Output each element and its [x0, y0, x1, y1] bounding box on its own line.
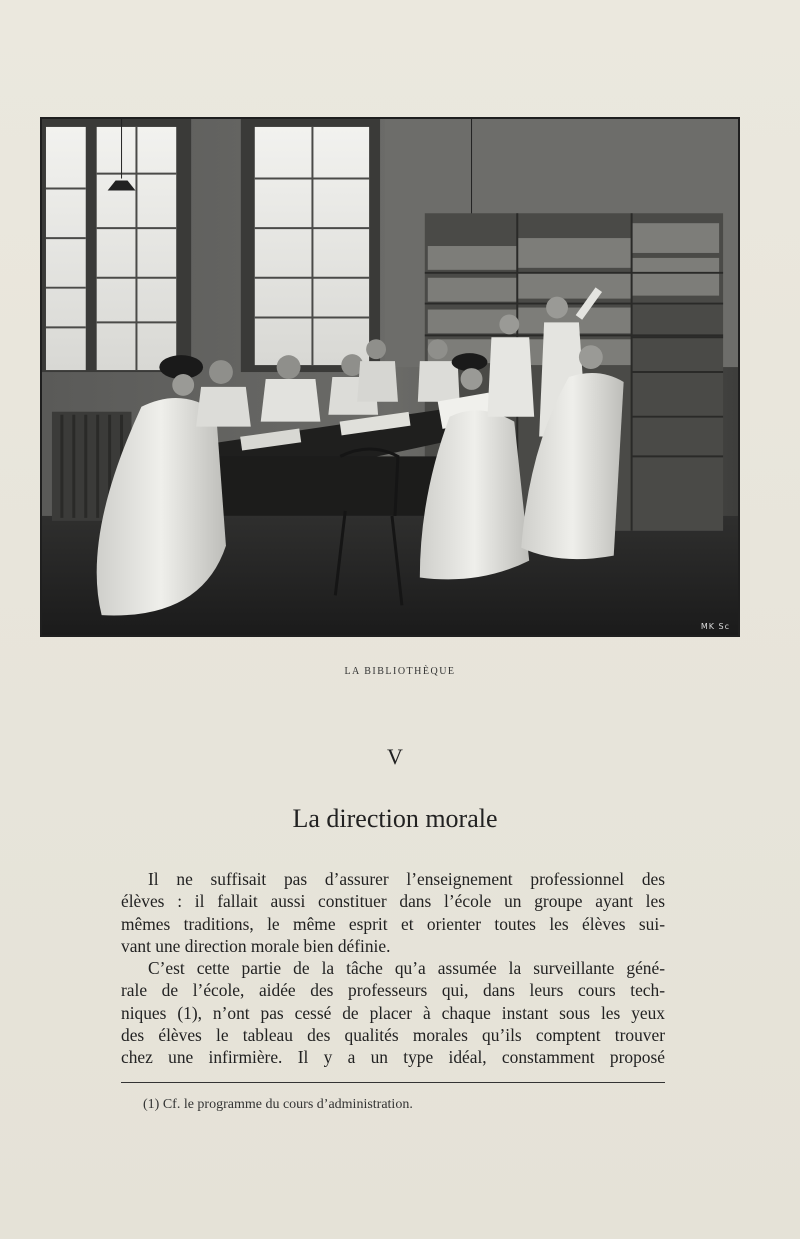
footnote-rule — [121, 1082, 665, 1083]
body-paragraphs — [121, 868, 665, 1069]
footnote: (1) Cf. le programme du cours d’administration. — [143, 1097, 413, 1112]
text-line: chez une infirmière. Il y a un type idéal, constamment proposé — [121, 1047, 665, 1068]
text-line: élèves : il fallait aussi constituer dans l’école un groupe ayant les — [121, 891, 665, 912]
text-line: vant une direction morale bien définie. — [121, 935, 391, 956]
text-line: mêmes traditions, le même esprit et orienter toutes les élèves sui- — [121, 913, 665, 934]
plate-caption: LA BIBLIOTHÈQUE — [344, 666, 456, 677]
library-photograph — [40, 117, 740, 637]
text-line: niques (1), n’ont pas cessé de placer à chaque instant sous les yeux — [121, 1002, 665, 1023]
text-line: des élèves le tableau des qualités morales qu’ils comptent trouver — [121, 1025, 665, 1046]
chapter-number: V — [387, 744, 403, 769]
chapter-title: La direction morale — [292, 804, 498, 833]
engraver-signature: MK Sc — [700, 622, 730, 631]
text-line: C’est cette partie de la tâche qu’a assumée la surveillante géné- — [148, 958, 665, 979]
text-line: Il ne suffisait pas d’assurer l’enseignement professionnel des — [148, 869, 665, 889]
photograph-illustration — [42, 119, 738, 635]
text-line: rale de l’école, aidée des professeurs qui, dans leurs cours tech- — [121, 980, 665, 1001]
